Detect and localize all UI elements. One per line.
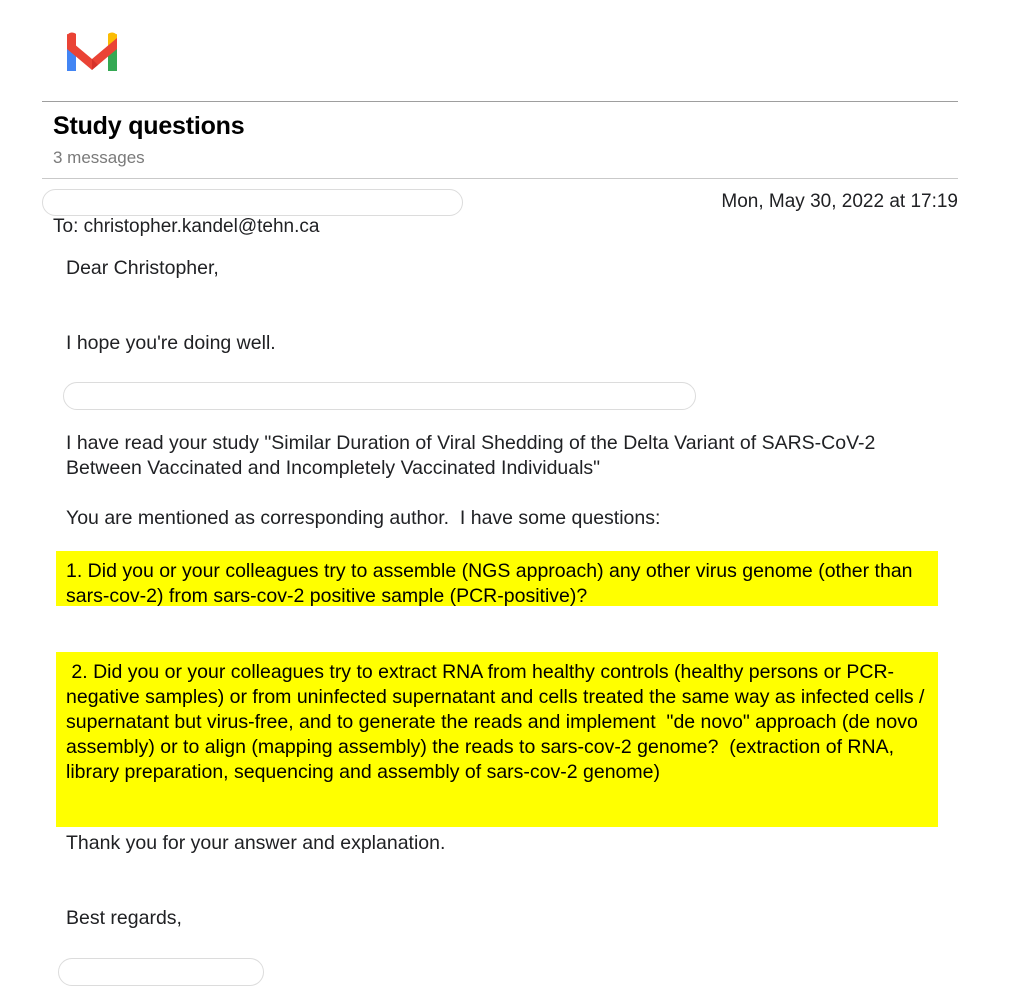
sender-name-redaction [42,189,463,216]
body-greeting: Dear Christopher, [66,257,219,279]
highlighted-question-1: 1. Did you or your colleagues try to assemble (NGS approach) any other virus genome (other than sars-cov-2) from sars-cov-2 positive sample (PCR-positive)? [56,551,938,606]
gmail-logo-icon [63,28,121,72]
highlighted-question-2: 2. Did you or your colleagues try to extract RNA from healthy controls (healthy persons or PCR-negative samples) or from uninfected supernatant and cells treated the same way as infected cells / supernatant but virus-free, and to generate the reads and implement "de novo" approach (de novo assembly) or to align (mapping assembly) the reads to sars-cov-2 genome? (extraction of RNA, library preparation, sequencing and assembly of sars-cov-2 genome) [56,652,938,827]
header-divider-top [42,101,958,102]
thread-message-count: 3 messages [53,148,145,167]
signature-redaction [58,958,264,986]
message-recipient: To: christopher.kandel@tehn.ca [53,216,320,237]
header-divider-bottom [42,178,958,179]
body-study-reference: I have read your study "Similar Duration of Viral Shedding of the Delta Variant of SARS-CoV-2 Between Vaccinated and Incompletely Vaccinated Individuals" [66,432,881,479]
thread-subject: Study questions [53,112,245,140]
body-inline-redaction [63,382,696,410]
body-signoff: Best regards, [66,907,182,929]
body-corresponding-author: You are mentioned as corresponding author. I have some questions: [66,507,661,529]
message-timestamp: Mon, May 30, 2022 at 17:19 [721,191,958,212]
body-thanks: Thank you for your answer and explanation. [66,832,446,854]
body-pleasantry: I hope you're doing well. [66,332,276,354]
